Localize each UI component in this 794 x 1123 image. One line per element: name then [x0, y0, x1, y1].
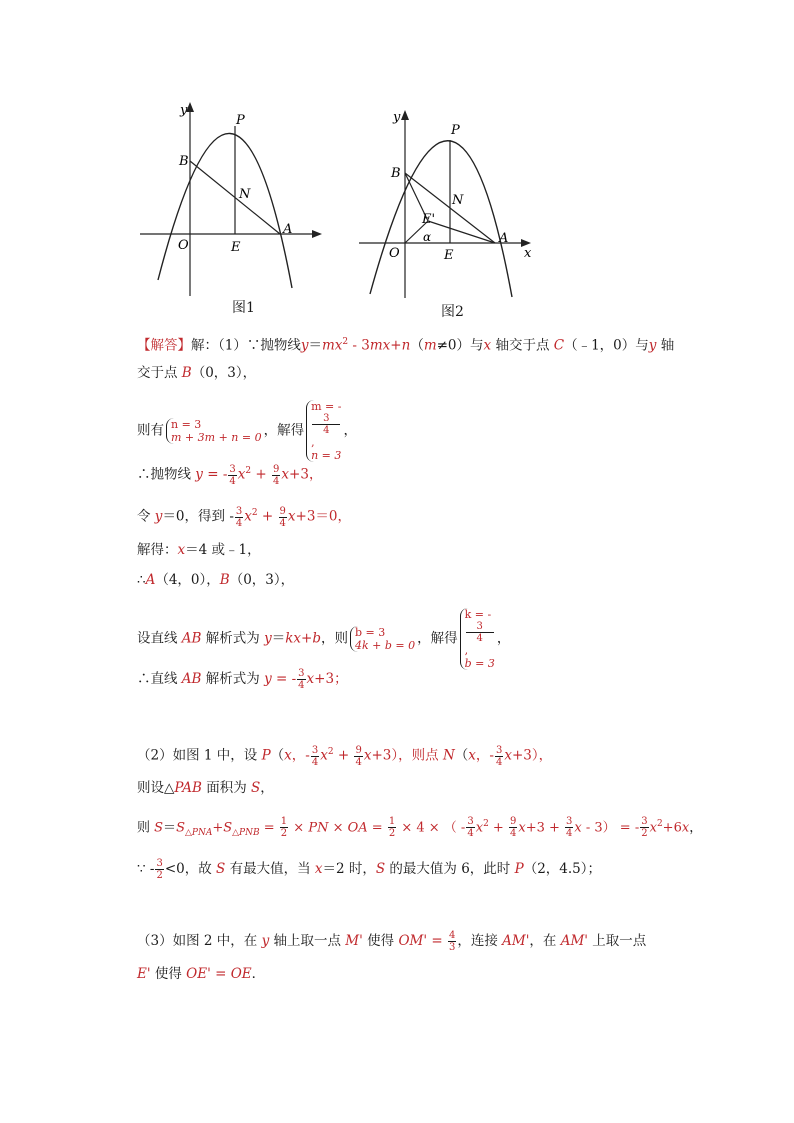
p1-line-1: 【解答】解：（1）∵抛物线$y=mx^2 - 3mx+n(m\ne 0)$与x 轴交于点 C（﹣1，0）与y 轴 [137, 337, 675, 354]
figure-2-graph [355, 104, 545, 304]
label-alpha: α [423, 230, 432, 244]
p1-line-8: 设直线 AB 解析式为 y＝kx+b，则 b = 3 4k + b = 0 ，解得 k = - 3 4 , b = 3 ， [137, 608, 511, 670]
label-x: x [524, 246, 532, 261]
equation-system-line: b = 3 4k + b = 0 [350, 626, 415, 652]
label-p: P [236, 113, 245, 128]
p3-line-2: E' 使得 OE' = OE． [137, 966, 266, 982]
label-e-prime: E' [422, 212, 436, 227]
figure-2 [355, 104, 545, 304]
p1-line-6: 解得：x＝4 或﹣1， [137, 542, 261, 558]
p2-line-3: 则 $S=S_{\triangle PNA}+S_{\triangle PNB}$ = $\frac{1}{2}$ × PN × OA = $\frac{1}{2}$ × 4 × （ - $\frac{3}{4}$ $x^2$ + $\frac{9}{4}$ x+3 + $\frac{3}{4}$ x - 3） = - $\frac{3}{2}$ $x^2+6x$， [137, 816, 703, 840]
answer-tag: 【解答】 [137, 337, 191, 354]
label-y: y [180, 103, 188, 118]
figure-2-caption: 图2 [441, 304, 464, 320]
label-o: O [389, 246, 400, 261]
p2-line-2: 则设△PAB 面积为 S， [137, 780, 274, 796]
p1-line-5: 令 y＝0，得到 - $\frac{3}{4}$ $x^2$ + $\frac{9}{4}$ x+3＝0， [137, 505, 352, 529]
figure-1 [140, 98, 330, 298]
x-axis-arrow [312, 230, 322, 238]
p2-line-1: （2）如图 1 中，设 P（x，- $\frac{3}{4}$ $x^2$ + $\frac{9}{4}$ x+3），则点 N（x，- $\frac{3}{4}$ x+3）， [137, 744, 553, 768]
parabola [370, 141, 512, 297]
label-y: y [393, 110, 401, 125]
label-o: O [178, 238, 189, 253]
p3-line-1: （3）如图 2 中，在 y 轴上取一点 M' 使得 OM' = $\frac{4}{3}$ ，连接 AM'，在 AM' 上取一点 [137, 930, 647, 953]
solution-system: m = - 3 4 , n = 3 [306, 400, 341, 462]
label-e: E [231, 240, 241, 255]
label-n: N [452, 193, 464, 208]
label-n: N [239, 187, 251, 202]
label-e: E [444, 248, 454, 263]
figure-1-graph [140, 98, 330, 298]
p1-line-7: ∴A（4，0），B（0，3）， [137, 572, 295, 588]
label-b: B [179, 154, 189, 169]
label-p: P [451, 123, 460, 138]
p1-line-9: ∴直线 AB 解析式为 y = - $\frac{3}{4}$ x+3； [137, 668, 348, 691]
p1-line-4: ∴抛物线 y = - $\frac{3}{4}$ $x^2$ + $\frac{9}{4}$ x+3， [137, 463, 323, 487]
label-b: B [391, 166, 401, 181]
figure-1-caption: 图1 [232, 300, 255, 316]
p2-line-4: ∵ - $\frac{3}{2}$ <0，故 S 有最大值，当 x＝2 时，S 的最大值为 6，此时 P（2，4.5）； [137, 858, 602, 881]
p1-line-2: 交于点 B（0，3）， [137, 365, 257, 381]
line-e-prime-a [428, 221, 495, 243]
p1-line-3: 则有 n = 3 m + 3m + n = 0 ，解得 m = - 3 4 , n = 3 ， [137, 400, 357, 462]
label-a: A [499, 231, 509, 246]
y-axis-arrow [401, 110, 409, 120]
equation-system: n = 3 m + 3m + n = 0 [166, 418, 262, 444]
solution-system-line: k = - 3 4 , b = 3 [460, 608, 495, 670]
label-a: A [283, 222, 293, 237]
